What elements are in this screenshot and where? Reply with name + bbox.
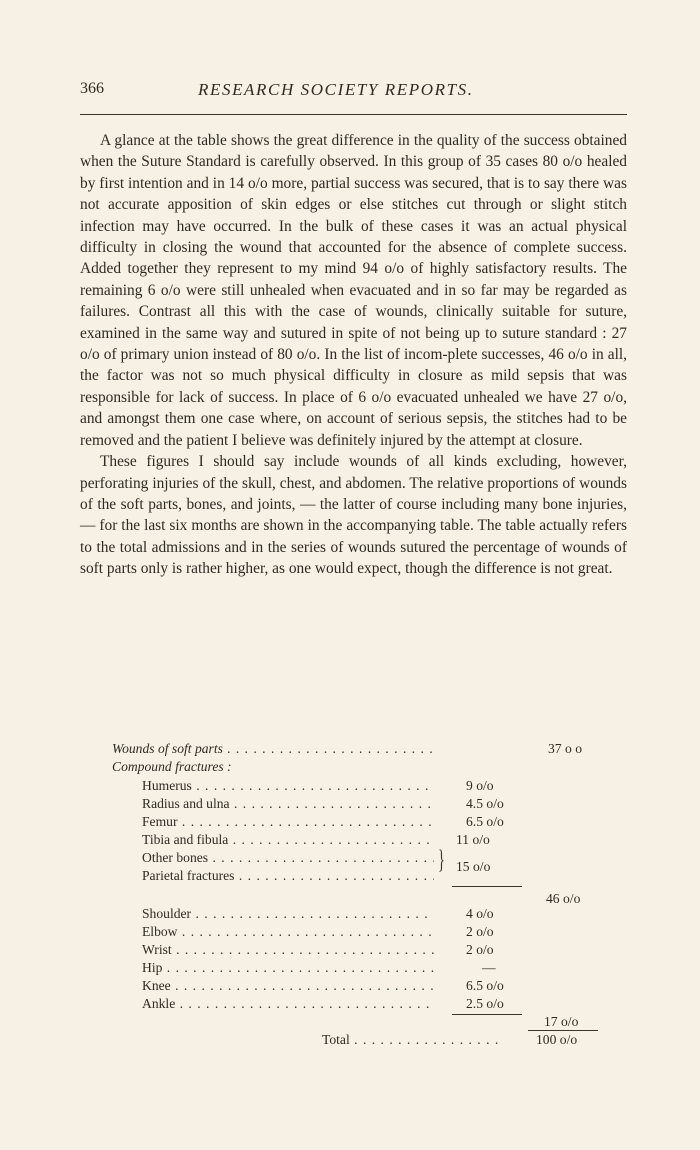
table-row-value: 2 o/o: [466, 942, 494, 957]
running-head: RESEARCH SOCIETY REPORTS.: [198, 80, 474, 99]
table-row-value: 4 o/o: [466, 906, 494, 921]
table-row-label: Other bones . . .: [142, 849, 434, 866]
table-row-value: 2 o/o: [466, 924, 494, 939]
paragraph-2: These figures I should say include wounds of all kinds excluding, however, perforating injuries of the skull, chest, and abdomen. The relative proportions of wounds of the soft parts, bones, and joints, — the latter of course including many bone injuries, — for the last six months are shown in the accompanying table. The table actually refers to the total admissions and in the series of wounds sutured the percentage of wounds of soft parts only is rather higher, as one would expect, though the difference is not great.: [80, 453, 627, 578]
table-row-label: Ankle . . .: [142, 995, 434, 1012]
table-row-label: Shoulder . . .: [142, 905, 434, 922]
table-group-total: 46 o/o: [546, 891, 581, 906]
sum-rule: [452, 1014, 522, 1015]
table-row-label: Tibia and fibula . . .: [142, 831, 434, 848]
table-row-label: Radius and ulna . . .: [142, 795, 434, 812]
table-row-label: Humerus . . .: [142, 777, 434, 794]
table-row-value: 11 o/o: [456, 832, 490, 847]
table-row-label: Elbow . . .: [142, 923, 434, 940]
table-grouped-value: 15 o/o: [456, 859, 491, 874]
table-row-value: 9 o/o: [466, 778, 494, 793]
sum-rule: [452, 886, 522, 887]
table-row-value: 6.5 o/o: [466, 814, 504, 829]
table-section-heading: Compound fractures :: [112, 759, 232, 774]
table-row-value: 4.5 o/o: [466, 796, 504, 811]
table-row-label: Parietal fractures . . .: [142, 867, 434, 884]
table-row-label: Femur . . .: [142, 813, 434, 830]
table-row-label: Wounds of soft parts . . .: [112, 740, 434, 757]
table-total-label: Total . . .: [322, 1031, 502, 1048]
table-row-label: Wrist . . .: [142, 941, 434, 958]
table-total-value: 100 o/o: [536, 1032, 578, 1047]
page-number: 366: [80, 80, 104, 97]
paragraph-1: A glance at the table shows the great difference in the quality of the success obtained when the Suture Standard is carefully observed. In this group of 35 cases 80 o/o healed by first intention and in 14 o/o more, partial success was secured, that is to say there was not accurate apposition of skin edges or else stitches cut through or slight stitch infection may have occurred. In the bulk of these cases it was an actual physical difficulty in closing the wound that accounted for the absence of complete success. Added together they represent to my mind 94 o/o of highly satisfactory results. The remaining 6 o/o were still unhealed when evacuated and in so far may be regarded as failures. Contrast all this with the case of wounds, clinically suitable for suture, examined in the same way and sutured in spite of not being up to suture standard : 27 o/o of primary union instead of 80 o/o. In the list of incom-plete successes, 46 o/o in all, the factor was not so much physical difficulty in closure as mild sepsis that was responsible for lack of success. In place of 6 o/o evacuated unhealed we have 27 o/o, and amongst them one case where, on account of serious sepsis, the stitches had to be removed and the patient I believe was definitely injured by the attempt at closure.: [80, 132, 627, 449]
table-row-value: 2.5 o/o: [466, 996, 504, 1011]
table-row-total: 37 o o: [548, 741, 582, 756]
table-row-label: Hip . . .: [142, 959, 434, 976]
table-row-label: Knee . . .: [142, 977, 434, 994]
right-brace: }: [438, 845, 445, 874]
table-row-value: 6.5 o/o: [466, 978, 504, 993]
table-group-total: 17 o/o: [544, 1014, 579, 1029]
table-row-value: —: [482, 960, 496, 975]
